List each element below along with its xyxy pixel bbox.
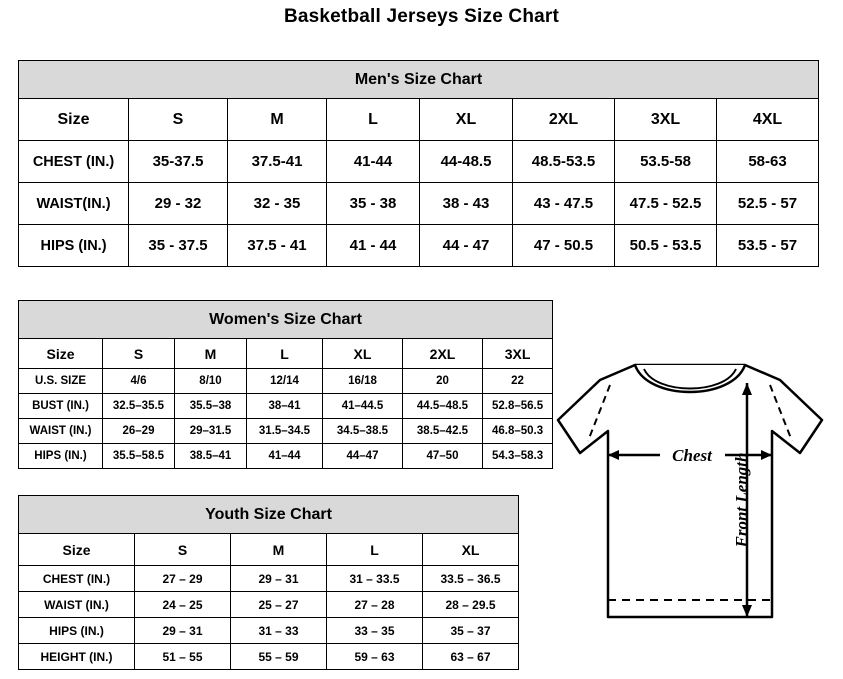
cell: 50.5 - 53.5: [615, 225, 717, 267]
cell: 46.8–50.3: [483, 419, 553, 444]
cell: 8/10: [175, 369, 247, 394]
col-header-size: Size: [19, 534, 135, 566]
womens-caption: Women's Size Chart: [19, 301, 553, 339]
chest-label: Chest: [672, 446, 712, 465]
table-row: [19, 566, 519, 592]
jersey-measurement-diagram: [540, 345, 840, 665]
cell: 47.5 - 52.5: [615, 183, 717, 225]
cell: 51 – 55: [135, 644, 231, 670]
cell: 41 - 44: [327, 225, 420, 267]
col-header-3xl: 3XL: [615, 99, 717, 141]
cell: 35 - 38: [327, 183, 420, 225]
youth-caption: Youth Size Chart: [19, 496, 519, 534]
col-header-m: M: [175, 339, 247, 369]
table-header-row: [19, 534, 519, 566]
womens-size-chart-table: [18, 300, 553, 469]
col-header-m: M: [231, 534, 327, 566]
col-header-l: L: [327, 534, 423, 566]
row-label-bust: BUST (IN.): [19, 394, 103, 419]
col-header-xl: XL: [420, 99, 513, 141]
cell: 28 – 29.5: [423, 592, 519, 618]
cell: 31 – 33: [231, 618, 327, 644]
cell: 48.5-53.5: [513, 141, 615, 183]
table-caption-row: [19, 496, 519, 534]
cell: 4/6: [103, 369, 175, 394]
cell: 44 - 47: [420, 225, 513, 267]
col-header-s: S: [129, 99, 228, 141]
cell: 29–31.5: [175, 419, 247, 444]
table-row: [19, 444, 553, 469]
mens-size-chart-table: [18, 60, 819, 267]
cell: 29 – 31: [135, 618, 231, 644]
cell: 44–47: [323, 444, 403, 469]
cell: 55 – 59: [231, 644, 327, 670]
cell: 41–44.5: [323, 394, 403, 419]
cell: 44-48.5: [420, 141, 513, 183]
cell: 52.5 - 57: [717, 183, 819, 225]
cell: 41–44: [247, 444, 323, 469]
table-header-row: [19, 99, 819, 141]
table-header-row: [19, 339, 553, 369]
col-header-size: Size: [19, 339, 103, 369]
cell: 22: [483, 369, 553, 394]
cell: 35-37.5: [129, 141, 228, 183]
cell: 35.5–58.5: [103, 444, 175, 469]
cell: 16/18: [323, 369, 403, 394]
cell: 24 – 25: [135, 592, 231, 618]
cell: 54.3–58.3: [483, 444, 553, 469]
cell: 63 – 67: [423, 644, 519, 670]
row-label-height: HEIGHT (IN.): [19, 644, 135, 670]
cell: 43 - 47.5: [513, 183, 615, 225]
col-header-l: L: [247, 339, 323, 369]
col-header-3xl: 3XL: [483, 339, 553, 369]
table-row: [19, 225, 819, 267]
col-header-m: M: [228, 99, 327, 141]
cell: 58-63: [717, 141, 819, 183]
cell: 35.5–38: [175, 394, 247, 419]
front-length-label: Front Length: [732, 452, 751, 548]
cell: 29 – 31: [231, 566, 327, 592]
cell: 59 – 63: [327, 644, 423, 670]
cell: 52.8–56.5: [483, 394, 553, 419]
cell: 26–29: [103, 419, 175, 444]
cell: 38.5–41: [175, 444, 247, 469]
cell: 32 - 35: [228, 183, 327, 225]
row-label-us-size: U.S. SIZE: [19, 369, 103, 394]
cell: 25 – 27: [231, 592, 327, 618]
mens-caption: Men's Size Chart: [19, 61, 819, 99]
table-row: [19, 592, 519, 618]
table-row: [19, 394, 553, 419]
cell: 31.5–34.5: [247, 419, 323, 444]
table-row: [19, 141, 819, 183]
row-label-hips: HIPS (IN.): [19, 444, 103, 469]
row-label-chest: CHEST (IN.): [19, 566, 135, 592]
cell: 53.5-58: [615, 141, 717, 183]
col-header-2xl: 2XL: [403, 339, 483, 369]
cell: 27 – 29: [135, 566, 231, 592]
table-caption-row: [19, 61, 819, 99]
cell: 38 - 43: [420, 183, 513, 225]
cell: 37.5 - 41: [228, 225, 327, 267]
cell: 20: [403, 369, 483, 394]
cell: 37.5-41: [228, 141, 327, 183]
col-header-s: S: [135, 534, 231, 566]
table-row: [19, 183, 819, 225]
col-header-2xl: 2XL: [513, 99, 615, 141]
table-row: [19, 419, 553, 444]
table-row: [19, 369, 553, 394]
cell: 44.5–48.5: [403, 394, 483, 419]
cell: 38.5–42.5: [403, 419, 483, 444]
cell: 32.5–35.5: [103, 394, 175, 419]
cell: 31 – 33.5: [327, 566, 423, 592]
cell: 29 - 32: [129, 183, 228, 225]
youth-size-chart-table: [18, 495, 519, 670]
col-header-size: Size: [19, 99, 129, 141]
col-header-s: S: [103, 339, 175, 369]
cell: 12/14: [247, 369, 323, 394]
shirt-outline: [558, 365, 822, 617]
cell: 41-44: [327, 141, 420, 183]
cell: 35 – 37: [423, 618, 519, 644]
col-header-4xl: 4XL: [717, 99, 819, 141]
col-header-xl: XL: [323, 339, 403, 369]
cell: 47 - 50.5: [513, 225, 615, 267]
table-row: [19, 618, 519, 644]
cell: 34.5–38.5: [323, 419, 403, 444]
cell: 27 – 28: [327, 592, 423, 618]
row-label-hips: HIPS (IN.): [19, 225, 129, 267]
row-label-chest: CHEST (IN.): [19, 141, 129, 183]
row-label-waist: WAIST(IN.): [19, 183, 129, 225]
col-header-l: L: [327, 99, 420, 141]
table-row: [19, 644, 519, 670]
cell: 35 - 37.5: [129, 225, 228, 267]
cell: 53.5 - 57: [717, 225, 819, 267]
row-label-waist: WAIST (IN.): [19, 419, 103, 444]
col-header-xl: XL: [423, 534, 519, 566]
cell: 38–41: [247, 394, 323, 419]
cell: 47–50: [403, 444, 483, 469]
cell: 33 – 35: [327, 618, 423, 644]
cell: 33.5 – 36.5: [423, 566, 519, 592]
row-label-hips: HIPS (IN.): [19, 618, 135, 644]
row-label-waist: WAIST (IN.): [19, 592, 135, 618]
page-title: Basketball Jerseys Size Chart: [283, 6, 560, 27]
table-caption-row: [19, 301, 553, 339]
